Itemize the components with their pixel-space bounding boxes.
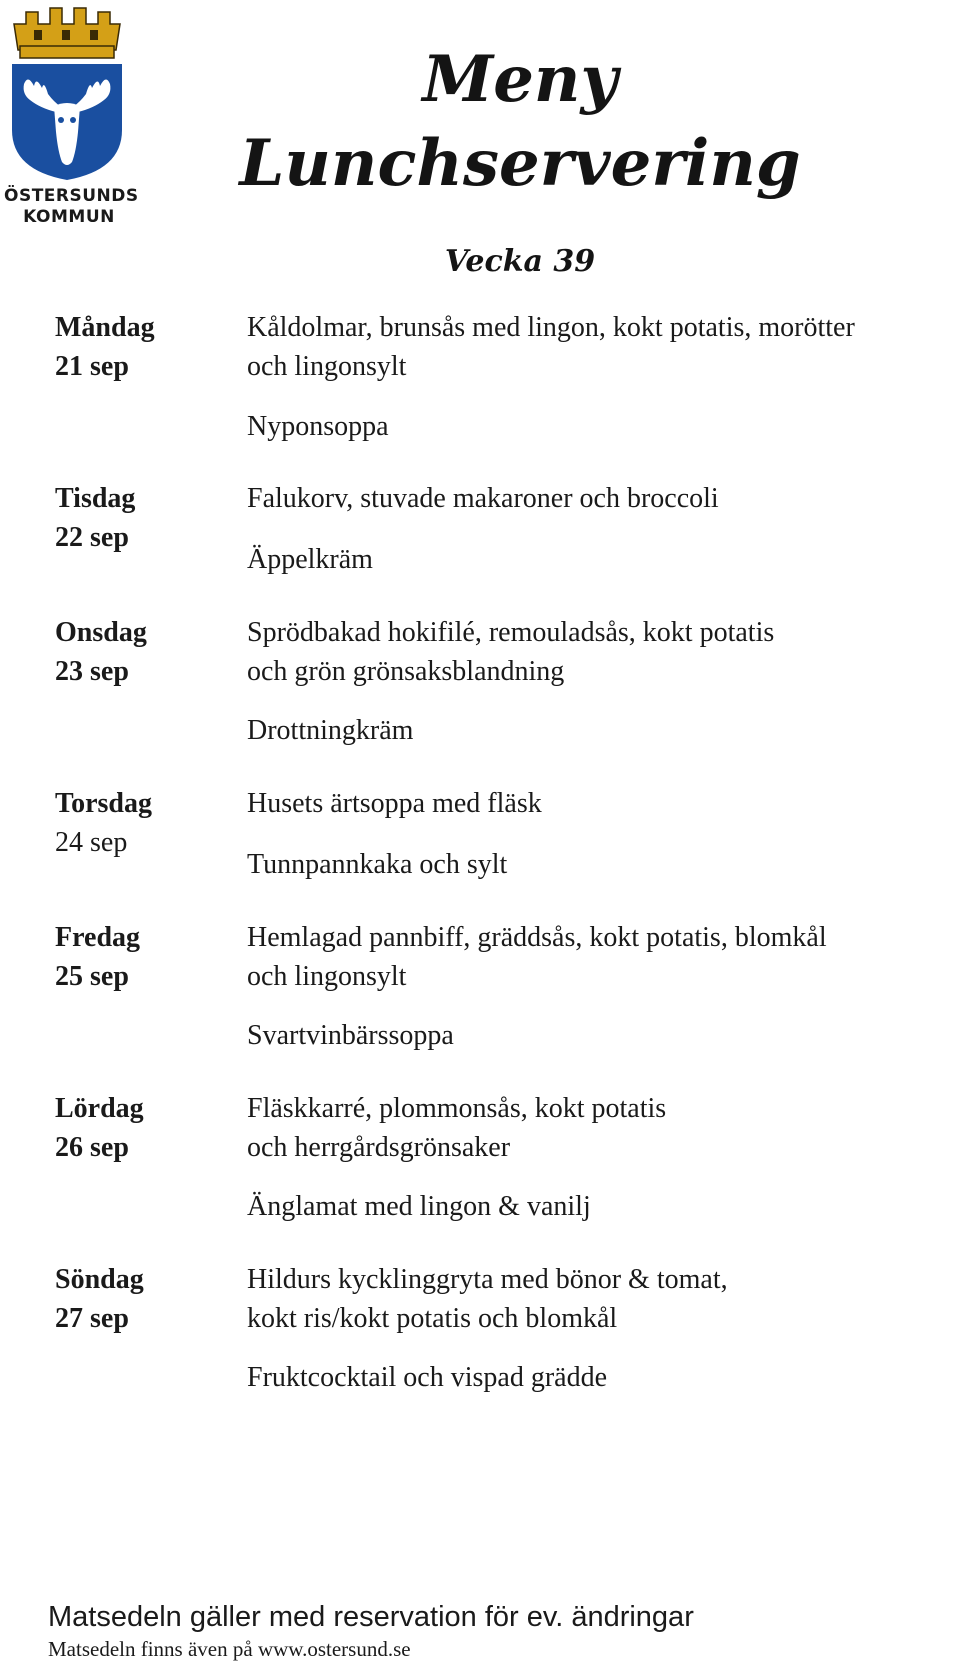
- main-dish-thursday: [247, 784, 957, 823]
- dessert-line: Fruktcocktail och vispad grädde: [247, 1362, 608, 1393]
- dessert-line: Tunnpannkaka och sylt: [247, 849, 508, 880]
- day-saturday: [55, 1089, 144, 1167]
- day-sunday: [55, 1260, 144, 1338]
- day-date: 21 sep: [55, 351, 129, 382]
- day-tuesday: [55, 479, 135, 557]
- dessert-line: Drottningkräm: [247, 715, 414, 746]
- dessert-monday: [247, 407, 957, 446]
- main-dish-line: Hildurs kycklinggryta med bönor & tomat,: [247, 1264, 728, 1295]
- day-name: Fredag: [55, 922, 141, 953]
- dessert-wednesday: [247, 711, 957, 750]
- main-dish-tuesday: [247, 479, 957, 518]
- dessert-line: Äppelkräm: [247, 544, 373, 575]
- day-name: Torsdag: [55, 788, 153, 819]
- menu-subtitle: Lunchservering: [239, 126, 801, 201]
- main-dish-line: kokt ris/kokt potatis och blomkål: [247, 1303, 618, 1334]
- dessert-thursday: [247, 845, 957, 884]
- main-dish-monday: [247, 308, 957, 386]
- day-date: 27 sep: [55, 1303, 129, 1334]
- main-dish-line: Husets ärtsoppa med fläsk: [247, 788, 542, 819]
- day-date: 26 sep: [55, 1132, 129, 1163]
- day-wednesday: [55, 613, 147, 691]
- day-friday: [55, 918, 140, 996]
- day-date: 23 sep: [55, 656, 129, 687]
- dessert-sunday: [247, 1358, 957, 1397]
- day-date: 24 sep: [55, 827, 128, 858]
- week-label: Vecka 39: [444, 244, 596, 279]
- day-thursday: [55, 784, 152, 862]
- main-dish-sunday: [247, 1260, 957, 1338]
- day-monday: [55, 308, 155, 386]
- main-dish-friday: [247, 918, 957, 996]
- main-dish-line: Kåldolmar, brunsås med lingon, kokt potatis, morötter: [247, 312, 855, 343]
- logo-text-line2: KOMMUN: [23, 207, 115, 227]
- menu-title: Meny: [422, 42, 618, 117]
- dessert-line: Nyponsoppa: [247, 411, 389, 442]
- website-note: Matsedeln finns även på www.ostersund.se: [48, 1637, 411, 1661]
- dessert-line: Svartvinbärssoppa: [247, 1020, 454, 1051]
- day-date: 22 sep: [55, 522, 129, 553]
- day-name: Söndag: [55, 1264, 144, 1295]
- main-dish-line: Sprödbakad hokifilé, remouladsås, kokt potatis: [247, 617, 775, 648]
- main-dish-line: Fläskkarré, plommonsås, kokt potatis: [247, 1093, 667, 1124]
- dessert-friday: [247, 1016, 957, 1055]
- main-dish-line: och herrgårdsgrönsaker: [247, 1132, 511, 1163]
- main-dish-line: och lingonsylt: [247, 961, 407, 992]
- dessert-saturday: [247, 1187, 957, 1226]
- day-date: 25 sep: [55, 961, 129, 992]
- main-dish-saturday: [247, 1089, 957, 1167]
- main-dish-line: och grön grönsaksblandning: [247, 656, 565, 687]
- day-name: Tisdag: [55, 483, 136, 514]
- main-dish-line: Hemlagad pannbiff, gräddsås, kokt potatis, blomkål: [247, 922, 827, 953]
- logo-text-line1: ÖSTERSUNDS: [4, 186, 139, 206]
- reservation-note: Matsedeln gäller med reservation för ev. ändringar: [48, 1601, 694, 1633]
- dessert-tuesday: [247, 540, 957, 579]
- day-name: Lördag: [55, 1093, 144, 1124]
- main-dish-wednesday: [247, 613, 957, 691]
- main-dish-line: Falukorv, stuvade makaroner och broccoli: [247, 483, 719, 514]
- day-name: Måndag: [55, 312, 155, 343]
- main-dish-line: och lingonsylt: [247, 351, 407, 382]
- day-name: Onsdag: [55, 617, 147, 648]
- dessert-line: Änglamat med lingon & vanilj: [247, 1191, 591, 1222]
